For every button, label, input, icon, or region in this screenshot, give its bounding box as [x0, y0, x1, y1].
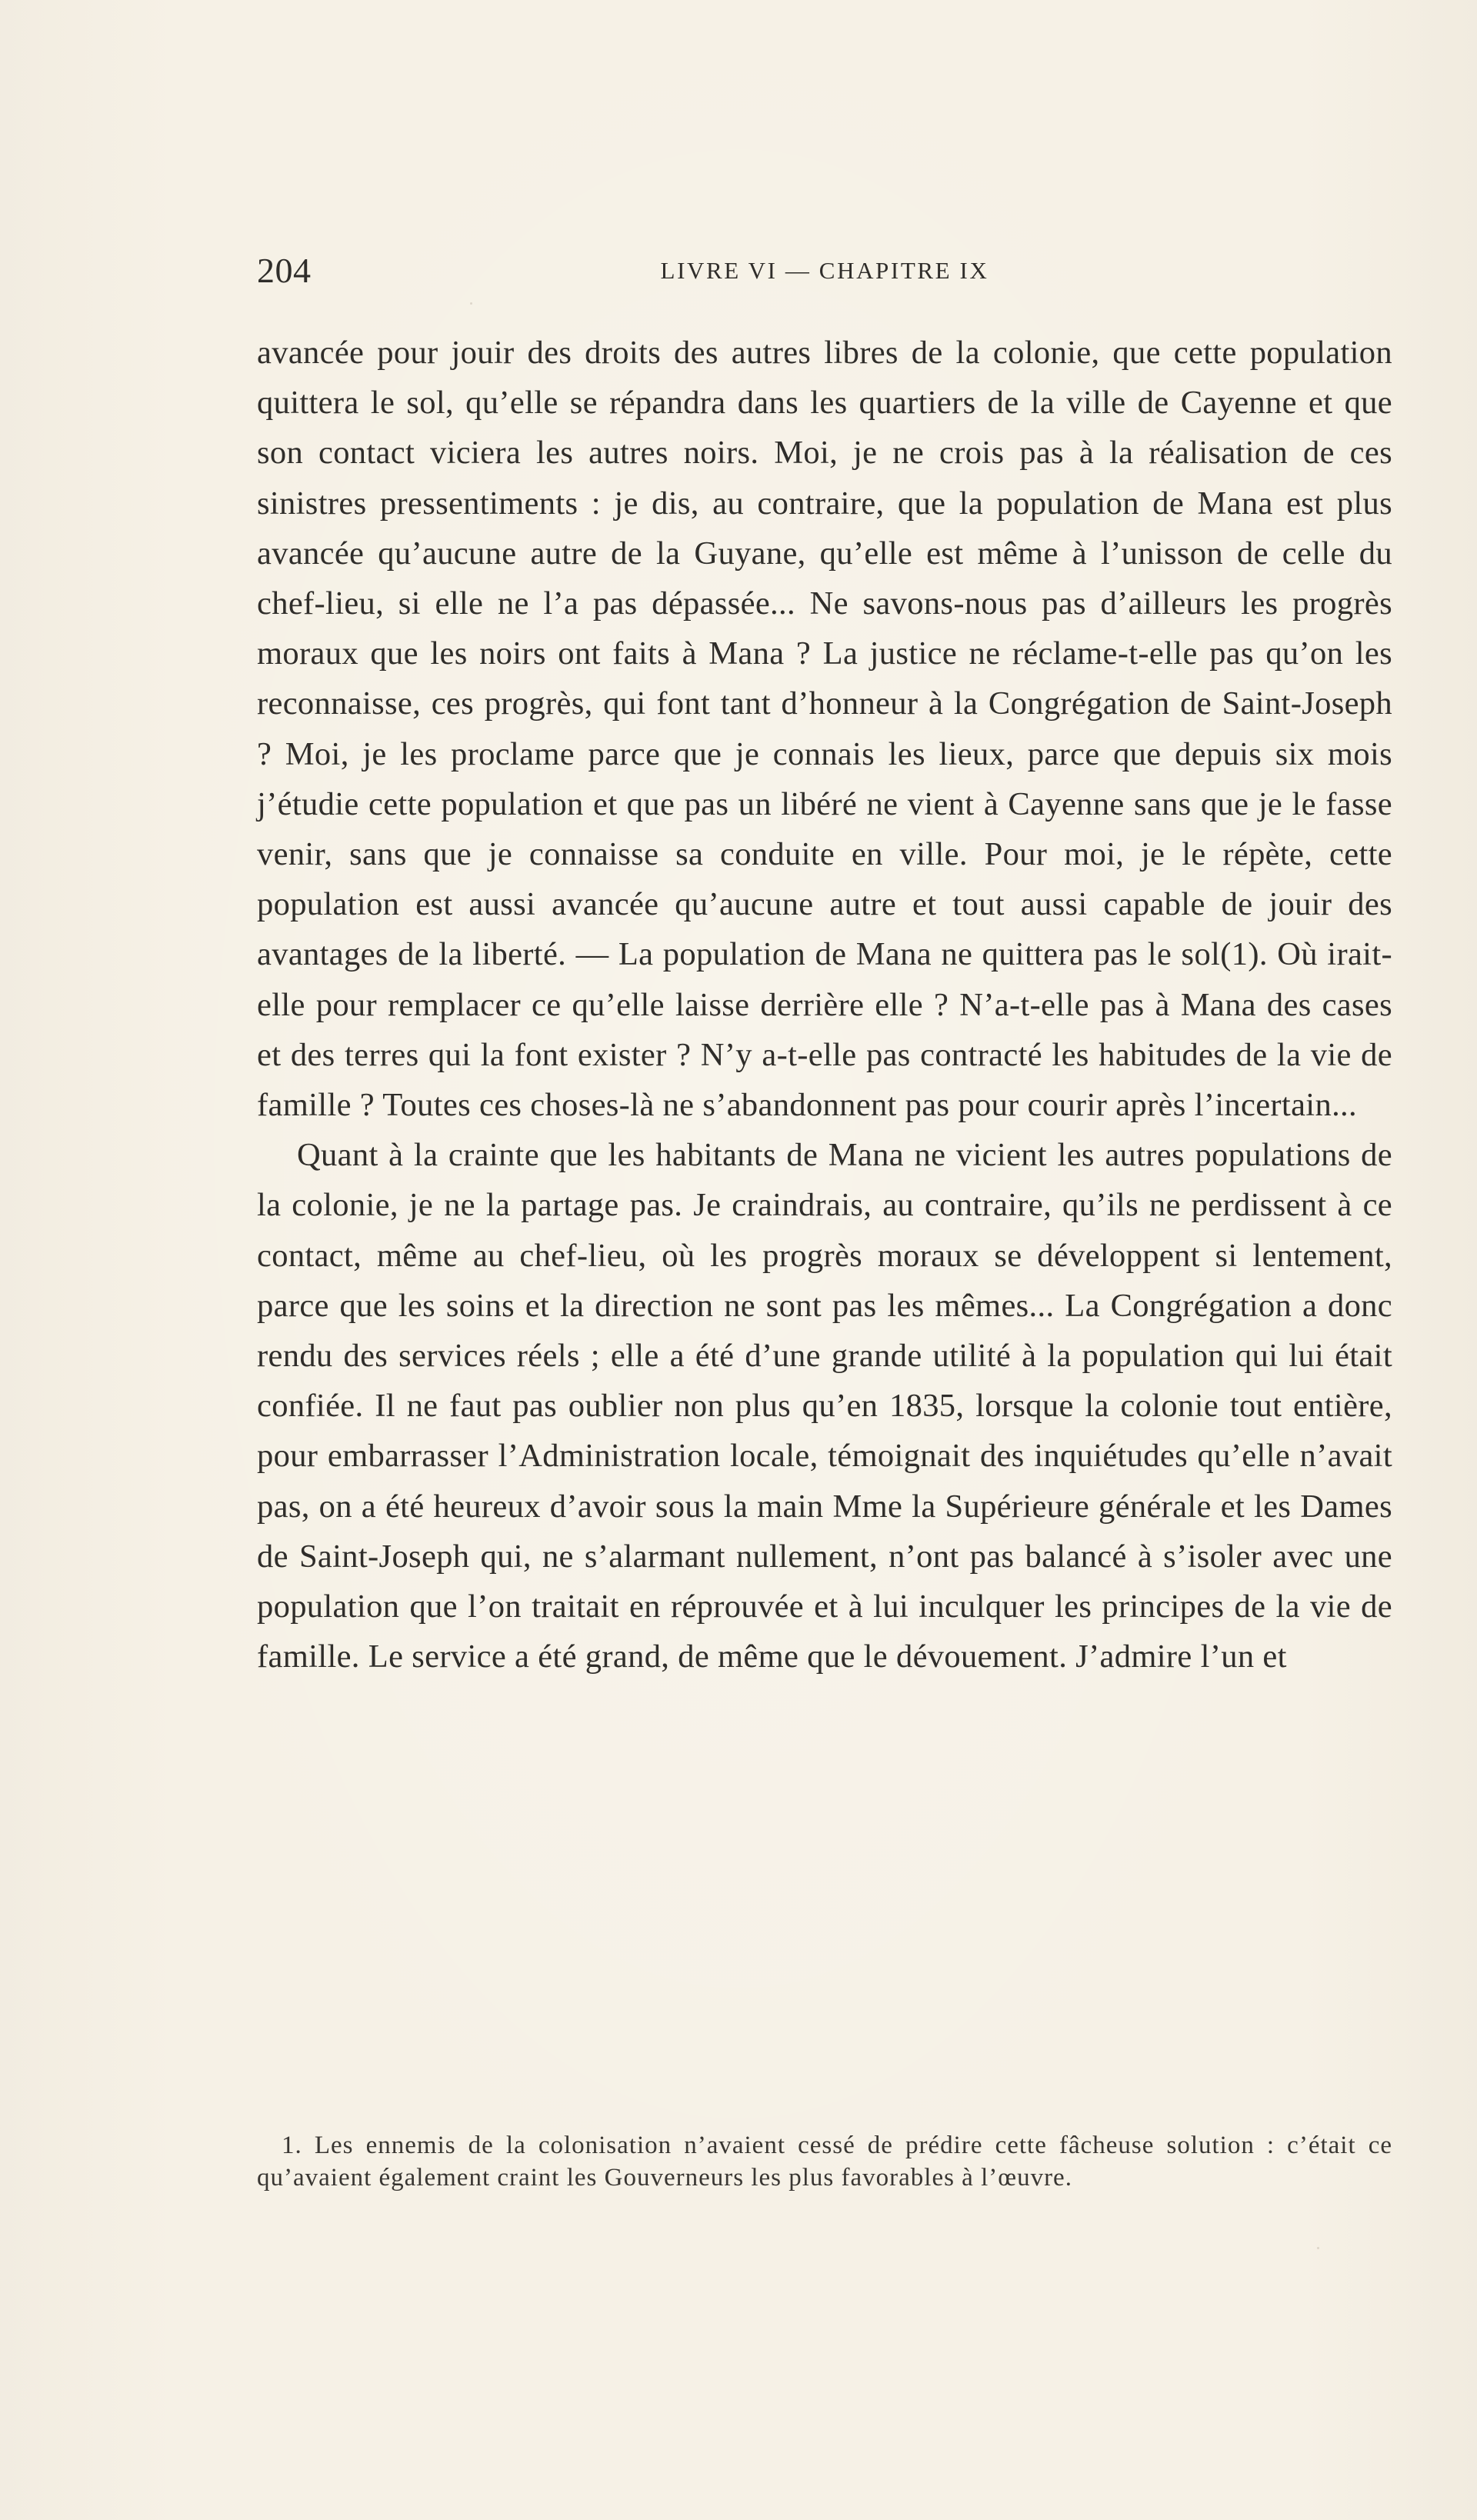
paragraph: Quant à la crainte que les habitants de Mana ne vicient les autres populations de la colonie, je ne la partage pas. Je craindrais, au contraire, qu’ils ne perdissent à ce contact, même au chef-lieu, où les progrès moraux se développent si lentement, parce que les soins et la direction ne sont pas les mêmes... La Congrégation a donc rendu des services réels ; elle a été d’une grande utilité à la population qui lui était confiée. Il ne faut pas oublier non plus qu’en 1835, lorsque la colonie tout entière, pour embarrasser l’Administration locale, témoignait des inquiétudes qu’elle n’avait pas, on a été heureux d’avoir sous la main Mme la Supérieure générale et les Dames de Saint-Joseph qui, ne s’alarmant nullement, n’ont pas balancé à s’isoler avec une population que l’on traitait en réprouvée et à lui inculquer les principes de la vie de famille. Le service a été grand, de même que le dévouement. J’admire l’un et — [257, 1137, 1392, 1675]
paper-speck — [1317, 2247, 1319, 2249]
footnote — [257, 2129, 1392, 2194]
running-head: LIVRE VI — CHAPITRE IX — [660, 257, 989, 284]
footnote-text: Les ennemis de la colonisation n’avaient cessé de prédire cette fâcheuse solution : c’était ce qu’avaient également craint les Gouverneurs les plus favorables à l’œuvre. — [257, 2132, 1393, 2192]
body-text — [257, 328, 1392, 1682]
paragraph-text: avancée pour jouir des droits des autres libres de la colonie, que cette population quittera le sol, qu’elle se répandra dans les quartiers de la ville de Cayenne et que son contact viciera les autres noirs. Moi, je ne crois pas à la réalisation de ces sinistres pressentiments : je dis, au contraire, que la population de Mana est plus avancée qu’aucune autre de la Guyane, qu’elle est même à l’unisson de celle du chef-lieu, si elle ne l’a pas dépassée... Ne savons-nous pas d’ailleurs les progrès moraux que les noirs ont faits à Mana ? La justice ne réclame-t-elle pas qu’on les reconnaisse, ces progrès, qui font tant d’honneur à la Congrégation de Saint-Joseph ? Moi, je les proclame parce que je connais les lieux, parce que depuis six mois j’étudie cette population et que pas un libéré ne vient à Cayenne sans que je le fasse venir, sans que je connaisse sa conduite en ville. Pour moi, je le répète, cette population est aussi avancée qu’aucune autre et tout aussi capable de jouir des avantages de la liberté. — La population de Mana ne quittera pas le sol — [257, 335, 1392, 973]
paragraph-text: . Où irait-elle pour remplacer ce qu’elle laisse derrière elle ? N’a-t-elle pas à Mana des cases et des terres qui la font exister ? N’y a-t-elle pas contracté les habitudes de la vie de famille ? Toutes ces choses-là ne s’abandonnent pas pour courir après l’incertain... — [257, 936, 1392, 1124]
page-number: 204 — [257, 251, 312, 290]
paragraph — [257, 328, 1392, 1130]
footnote-mark: 1. — [282, 2132, 302, 2159]
page-header — [257, 251, 1392, 291]
paper-speck — [470, 302, 472, 305]
footnote-reference: (1) — [1220, 936, 1259, 973]
